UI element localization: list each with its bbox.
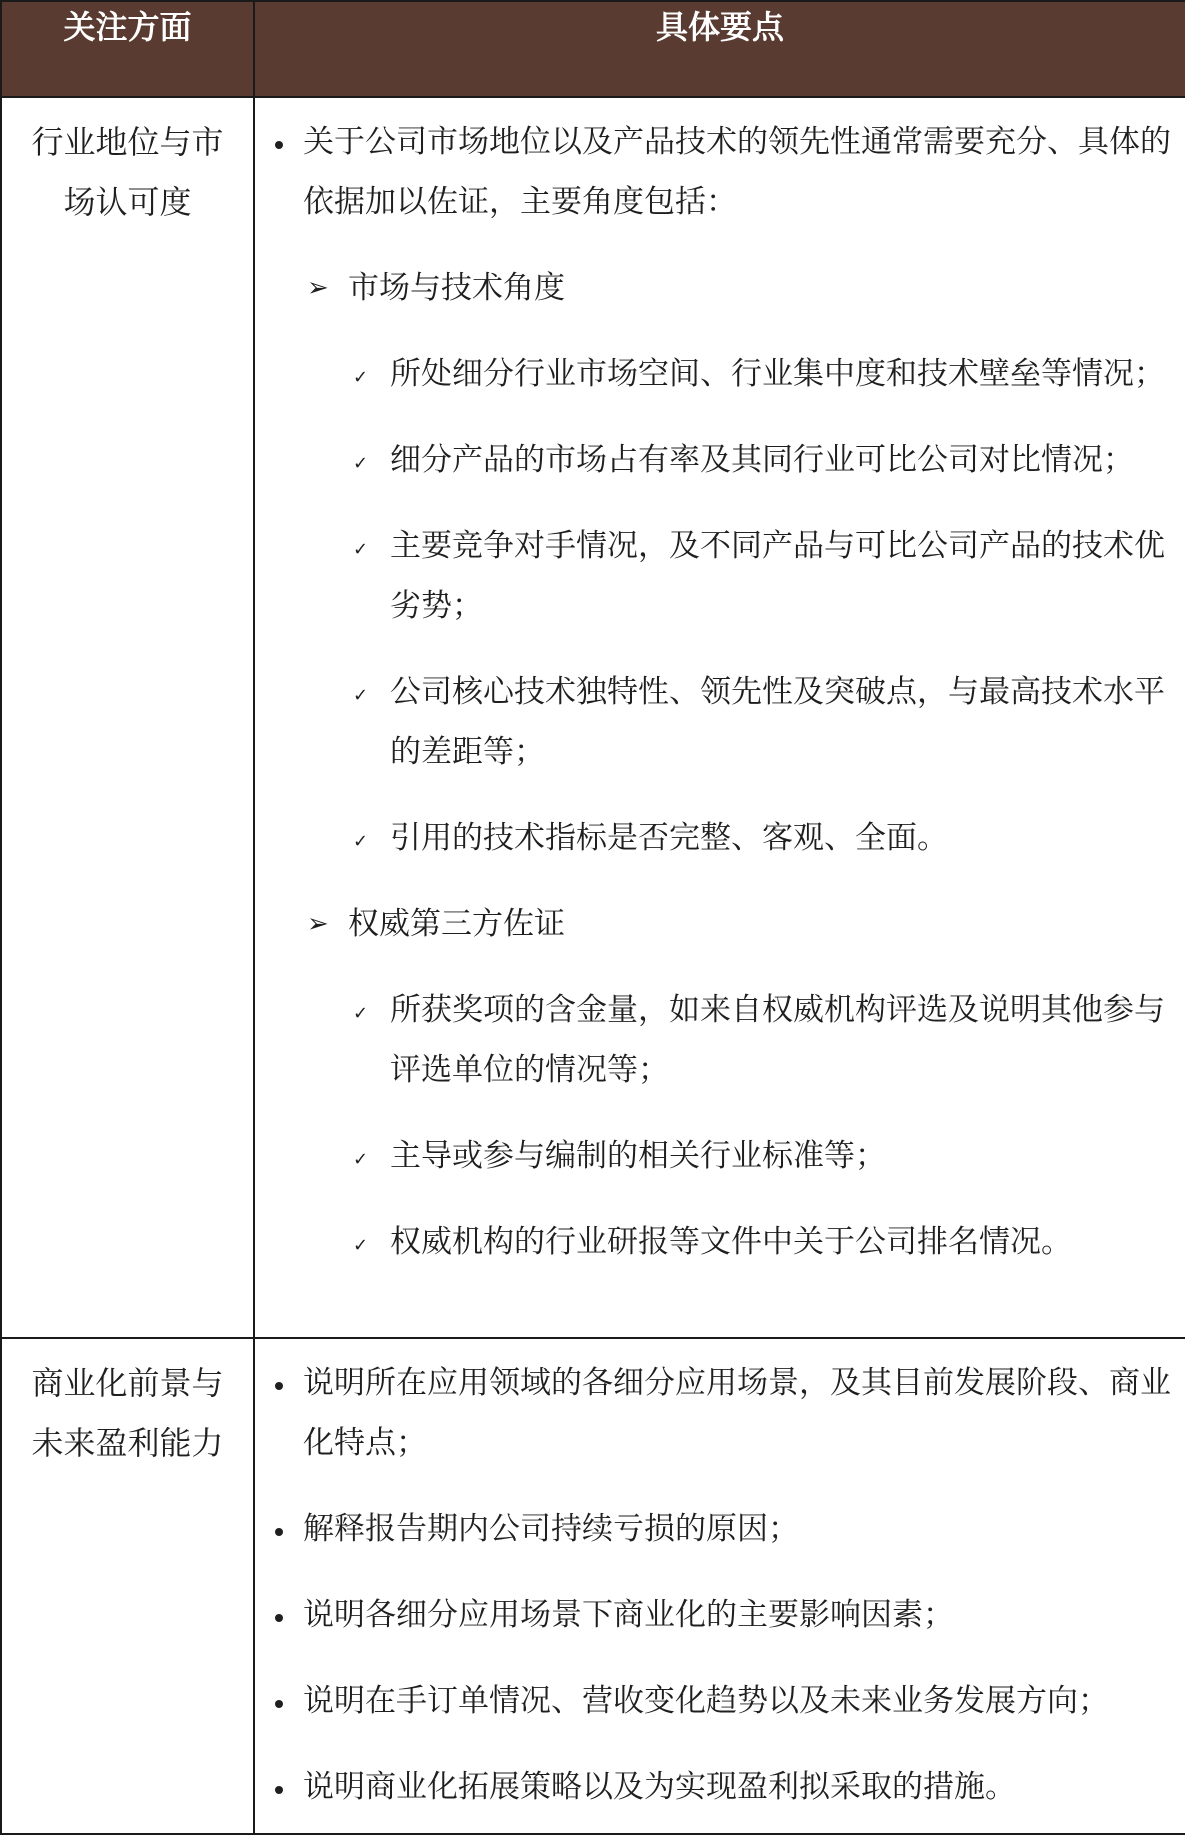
list-item (255, 662, 1185, 782)
list-item-text: 公司核心技术独特性、领先性及突破点，与最高技术水平的差距等； (390, 674, 1165, 770)
sub-heading (255, 894, 1185, 954)
list-item (255, 344, 1185, 404)
list-item (255, 808, 1185, 868)
check-bullet-icon: ✓ (353, 1149, 369, 1170)
sub-heading-label: 市场与技术角度 (348, 270, 565, 306)
check-bullet-icon: ✓ (353, 1003, 369, 1024)
aspect-text: 商业化前景与未来盈利能力 (31, 1364, 224, 1462)
list-item-text: 引用的技术指标是否完整、客观、全面。 (390, 820, 948, 856)
table-row (1, 97, 1185, 1338)
check-bullet-icon: ✓ (353, 539, 369, 560)
sub-heading (255, 258, 1185, 318)
table-row (1, 1338, 1185, 1834)
list-item-text: 权威机构的行业研报等文件中关于公司排名情况。 (390, 1224, 1072, 1260)
check-bullet-icon: ✓ (353, 453, 369, 474)
arrow-bullet-icon: ➢ (307, 273, 329, 303)
check-bullet-icon: ✓ (353, 367, 369, 388)
list-item (255, 430, 1185, 490)
list-item-text: 所处细分行业市场空间、行业集中度和技术壁垒等情况； (390, 356, 1165, 392)
list-item-text: 细分产品的市场占有率及其同行业可比公司对比情况； (390, 442, 1134, 478)
list-item-text: 所获奖项的含金量，如来自权威机构评选及说明其他参与评选单位的情况等； (390, 992, 1165, 1088)
points-cell (254, 1338, 1185, 1834)
bullet-item: 解释报告期内公司持续亏损的原因； (255, 1499, 1185, 1559)
list-item-text: 主导或参与编制的相关行业标准等； (390, 1138, 886, 1174)
list-item (255, 1126, 1185, 1186)
list-item (255, 980, 1185, 1100)
aspect-text: 行业地位与市场认可度 (31, 123, 224, 221)
aspect-cell (1, 97, 254, 1338)
bullet-item: 说明商业化拓展策略以及为实现盈利拟采取的措施。 (255, 1757, 1185, 1817)
list-item (255, 516, 1185, 636)
list-item (255, 1212, 1185, 1272)
bullet-item: 说明在手订单情况、营收变化趋势以及未来业务发展方向； (255, 1671, 1185, 1731)
check-bullet-icon: ✓ (353, 685, 369, 706)
header-points: 具体要点 (254, 1, 1185, 97)
aspect-cell (1, 1338, 254, 1834)
bullet-intro: 关于公司市场地位以及产品技术的领先性通常需要充分、具体的依据加以佐证，主要角度包括： (255, 112, 1185, 232)
arrow-bullet-icon: ➢ (307, 909, 329, 939)
list-item-text: 主要竞争对手情况，及不同产品与可比公司产品的技术优劣势； (390, 528, 1165, 624)
header-row (1, 1, 1185, 97)
bullet-item: 说明各细分应用场景下商业化的主要影响因素； (255, 1585, 1185, 1645)
check-bullet-icon: ✓ (353, 831, 369, 852)
check-bullet-icon: ✓ (353, 1235, 369, 1256)
sub-heading-label: 权威第三方佐证 (348, 906, 565, 942)
points-cell (254, 97, 1185, 1338)
bullet-item: 说明所在应用领域的各细分应用场景，及其目前发展阶段、商业化特点； (255, 1353, 1185, 1473)
header-aspect: 关注方面 (1, 1, 254, 97)
